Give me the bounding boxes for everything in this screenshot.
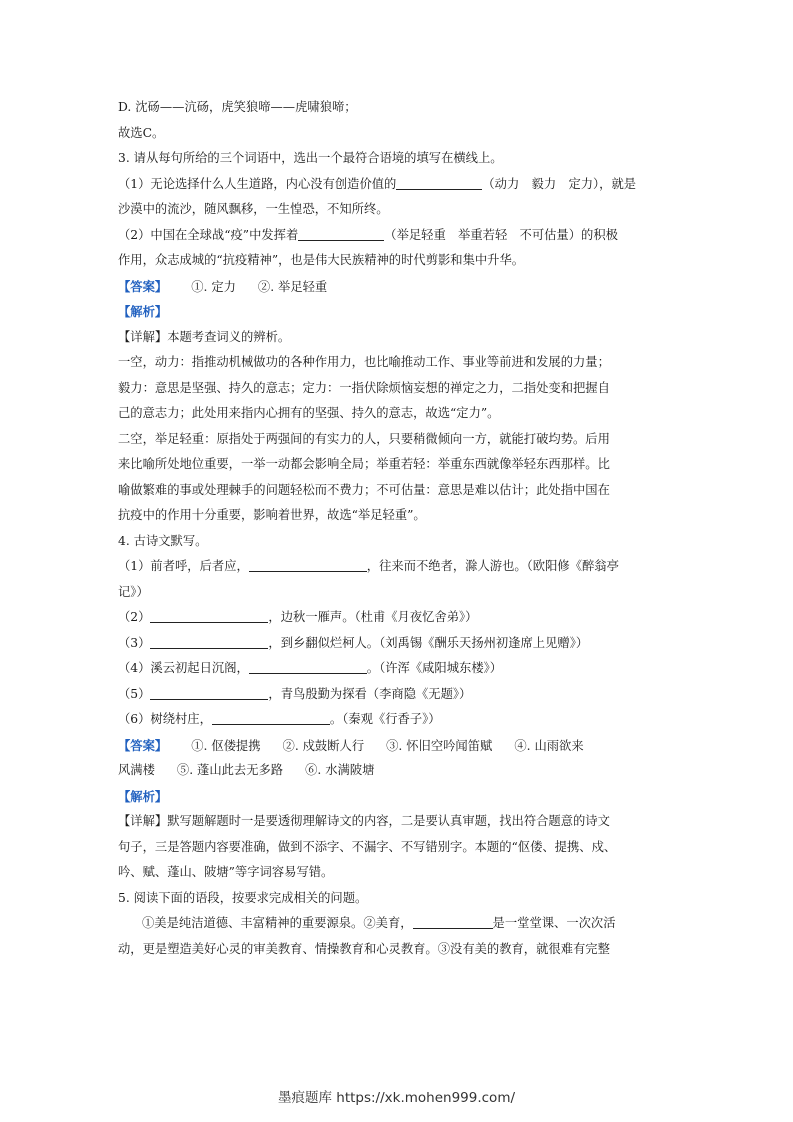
detail-tag: 【详解】	[118, 329, 168, 344]
fill-blank	[212, 709, 330, 725]
text-fragment: （动力 毅力 定力），就是	[482, 176, 637, 191]
document-body	[118, 95, 678, 962]
text-fragment: （6）树绕村庄，	[118, 712, 212, 726]
fill-blank	[298, 225, 384, 241]
fill-blank	[249, 556, 367, 572]
answer-item: ④. 山雨欲来	[514, 738, 584, 753]
detail-line	[118, 325, 678, 351]
analysis-tag: 【解析】	[118, 304, 168, 319]
question-3-title: 3. 请从每句所给的三个词语中，选出一个最符合语境的填写在横线上。	[118, 151, 503, 165]
fill-blank	[150, 633, 268, 649]
text-fragment: 本题考查词义的辨析。	[167, 329, 291, 344]
answer-item: ②. 举足轻重	[257, 279, 328, 294]
text-line: 毅力：意思是坚强、持久的意志；定力：一指伏除烦恼妄想的禅定之力，二指处变和把握自	[118, 380, 610, 395]
text-fragment: 是一堂堂课、一次次活	[492, 916, 616, 930]
answer-item: ①. 定力	[191, 279, 236, 294]
detail-tag: 【详解】	[118, 814, 168, 828]
analysis-line	[118, 784, 678, 810]
fill-blank	[150, 607, 268, 623]
detail-line	[118, 809, 678, 835]
question-5-title: 5. 阅读下面的语段，按要求完成相关的问题。	[118, 890, 368, 905]
question-4-title: 4. 古诗文默写。	[118, 533, 208, 548]
text-fragment: （3）	[118, 635, 151, 650]
text-line	[118, 707, 678, 733]
text-fragment: ，往来而不绝者，滁人游也。（欧阳修《醉翁亭	[366, 559, 619, 573]
text-line: 动，更是塑造美好心灵的审美教育、情操教育和心灵教育。③没有美的教育，就很难有完整	[118, 941, 610, 956]
text-line: 记》）	[118, 584, 149, 599]
text-fragment: （5）	[118, 686, 151, 701]
answer-item: ⑥. 水满陂塘	[305, 763, 375, 777]
text-fragment: ，到乡翻似烂柯人。（刘禹锡《酬乐天扬州初逢席上见赠》）	[268, 635, 589, 650]
text-fragment: ①美是纯洁道德、丰富精神的重要源泉。②美育，	[142, 916, 413, 930]
answer-line	[118, 274, 678, 300]
text-line: 喻做繁难的事或处理棘手的问题轻松而不费力；不可估量：意思是难以估计；此处指中国在	[118, 482, 610, 497]
text-line	[118, 172, 678, 198]
fill-blank	[396, 174, 482, 190]
text-fragment: （举足轻重 举重若轻 不可估量）的积极	[384, 227, 618, 242]
text-line: 己的意志力；此处用来指内心拥有的坚强、持久的意志，故选“定力”。	[118, 406, 500, 420]
fill-blank	[249, 658, 367, 674]
text-fragment: 默写题解题时一是要透彻理解诗文的内容，二是要认真审题，找出符合题意的诗文	[167, 814, 610, 828]
answer-item: ③. 怀旧空吟闻笛赋	[386, 738, 493, 753]
text-fragment: （2）中国在全球战“疫”中发挥着	[118, 227, 299, 242]
answer-item: ⑤. 蓬山此去无多路	[176, 763, 284, 777]
text-line: 故选C。	[118, 125, 165, 140]
text-line: 一空，动力：指推动机械做功的各种作用力，也比喻推动工作、事业等前进和发展的力量；	[118, 355, 610, 369]
text-line	[118, 223, 678, 249]
text-line: 句子，三是答题内容要准确，做到不添字、不漏字、不写错别字。本题的“伛偻、提携、戍、	[118, 839, 617, 854]
answer-item: ②. 戍鼓断人行	[282, 738, 365, 753]
analysis-line	[118, 299, 678, 325]
text-line	[118, 554, 678, 580]
text-fragment: （1）无论选择什么人生道路，内心没有创造价值的	[118, 176, 397, 191]
text-fragment: （4）溪云初起日沉阁，	[118, 661, 249, 675]
text-line: 作用，众志成城的“抗疫精神”，也是伟大民族精神的时代剪影和集中升华。	[118, 253, 525, 267]
text-line	[118, 605, 678, 631]
answer-item: ①. 伛偻提携	[191, 738, 261, 753]
answer-tag: 【答案】	[118, 278, 168, 294]
text-line: 二空，举足轻重：原指处于两强间的有实力的人，只要稍微倾向一方，就能打破均势。后用	[118, 431, 610, 446]
answer-tag: 【答案】	[118, 737, 168, 753]
text-line: 吟、赋、蓬山、陂塘”等字词容易写错。	[118, 865, 334, 879]
text-fragment: ，边秋一雁声。（杜甫《月夜忆舍弟》）	[268, 610, 478, 624]
text-line: D. 沈砀——沆砀，虎笑狼啼——虎啸狼啼；	[118, 100, 357, 114]
answer-item: 风满楼	[118, 763, 155, 777]
answer-line	[118, 758, 678, 784]
text-line: 来比喻所处地位重要，一举一动都会影响全局；举重若轻：举重东西就像举轻东西那样。比	[118, 457, 610, 471]
page-footer: 墨痕题库 https://xk.mohen999.com/	[277, 1090, 516, 1106]
text-line	[118, 631, 678, 657]
text-fragment: （2）	[118, 610, 151, 624]
text-line: 抗疫中的作用十分重要，影响着世界，故选“举足轻重”。	[118, 508, 426, 522]
analysis-tag: 【解析】	[118, 788, 168, 804]
answer-line	[118, 733, 678, 759]
text-line	[118, 656, 678, 682]
fill-blank	[150, 684, 268, 700]
text-fragment: 。（许浑《咸阳城东楼》）	[366, 661, 503, 675]
text-fragment: ，青鸟殷勤为探看（李商隐《无题》）	[268, 686, 472, 701]
fill-blank	[413, 913, 493, 929]
text-line	[118, 682, 678, 708]
text-line	[118, 911, 678, 937]
text-line: 沙漠中的流沙，随风飘移，一生惶恐，不知所终。	[118, 202, 389, 216]
text-fragment: 。（秦观《行香子》）	[329, 712, 441, 726]
text-fragment: （1）前者呼，后者应，	[118, 559, 249, 573]
